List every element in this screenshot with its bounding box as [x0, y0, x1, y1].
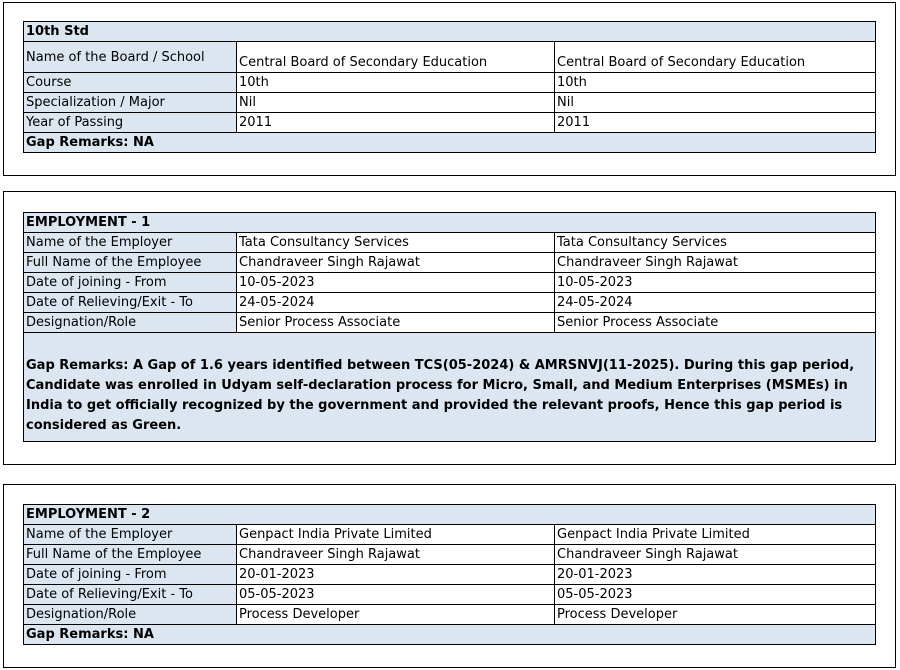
- row-value-1: 05-05-2023: [237, 585, 555, 605]
- row-value-2: Senior Process Associate: [555, 313, 876, 333]
- row-value-1: Senior Process Associate: [237, 313, 555, 333]
- row-value-1: Chandraveer Singh Rajawat: [237, 545, 555, 565]
- row-value-2: 2011: [555, 113, 876, 133]
- row-value-2: Tata Consultancy Services: [555, 233, 876, 253]
- row-value-1: Central Board of Secondary Education: [237, 42, 555, 73]
- row-value-1: 2011: [237, 113, 555, 133]
- row-value-2: Central Board of Secondary Education: [555, 42, 876, 73]
- row-value-1: 20-01-2023: [237, 565, 555, 585]
- row-value-2: Process Developer: [555, 605, 876, 625]
- tenth-table: [23, 21, 876, 153]
- row-label: Year of Passing: [24, 113, 237, 133]
- row-value-2: 20-01-2023: [555, 565, 876, 585]
- row-value-2: 24-05-2024: [555, 293, 876, 313]
- row-value-2: 10-05-2023: [555, 273, 876, 293]
- row-label: Date of joining - From: [24, 565, 237, 585]
- row-value-1: 10-05-2023: [237, 273, 555, 293]
- employment-2-table: [23, 504, 876, 645]
- row-value-1: Genpact India Private Limited: [237, 525, 555, 545]
- row-label: Full Name of the Employee: [24, 253, 237, 273]
- section-title: EMPLOYMENT - 2: [24, 505, 876, 525]
- row-label: Date of joining - From: [24, 273, 237, 293]
- row-value-1: 10th: [237, 73, 555, 93]
- row-value-2: Chandraveer Singh Rajawat: [555, 253, 876, 273]
- row-value-1: Chandraveer Singh Rajawat: [237, 253, 555, 273]
- row-label: Name of the Employer: [24, 525, 237, 545]
- gap-remarks: Gap Remarks: NA: [24, 625, 876, 645]
- row-value-1: Process Developer: [237, 605, 555, 625]
- row-label: Date of Relieving/Exit - To: [24, 585, 237, 605]
- row-value-1: 24-05-2024: [237, 293, 555, 313]
- gap-remarks: Gap Remarks: NA: [24, 133, 876, 153]
- section-title: 10th Std: [24, 22, 876, 42]
- row-value-2: 05-05-2023: [555, 585, 876, 605]
- row-value-1: Nil: [237, 93, 555, 113]
- row-label: Specialization / Major: [24, 93, 237, 113]
- row-label: Name of the Board / School: [24, 42, 237, 73]
- row-label: Designation/Role: [24, 605, 237, 625]
- row-value-1: Tata Consultancy Services: [237, 233, 555, 253]
- gap-remarks: Gap Remarks: A Gap of 1.6 years identified between TCS(05-2024) & AMRSNVJ(11-2025). During this gap period, Candidate was enrolled in Udyam self-declaration process for Micro, Small, and Medium Enterprises (MSMEs) in India to get officially recognized by the government and provided the relevant proofs, Hence this gap period is considered as Green.: [24, 333, 876, 442]
- row-value-2: Genpact India Private Limited: [555, 525, 876, 545]
- row-label: Course: [24, 73, 237, 93]
- row-value-2: 10th: [555, 73, 876, 93]
- row-label: Designation/Role: [24, 313, 237, 333]
- row-value-2: Chandraveer Singh Rajawat: [555, 545, 876, 565]
- employment-1-table: [23, 212, 876, 442]
- section-title: EMPLOYMENT - 1: [24, 213, 876, 233]
- row-label: Full Name of the Employee: [24, 545, 237, 565]
- row-value-2: Nil: [555, 93, 876, 113]
- row-label: Name of the Employer: [24, 233, 237, 253]
- row-label: Date of Relieving/Exit - To: [24, 293, 237, 313]
